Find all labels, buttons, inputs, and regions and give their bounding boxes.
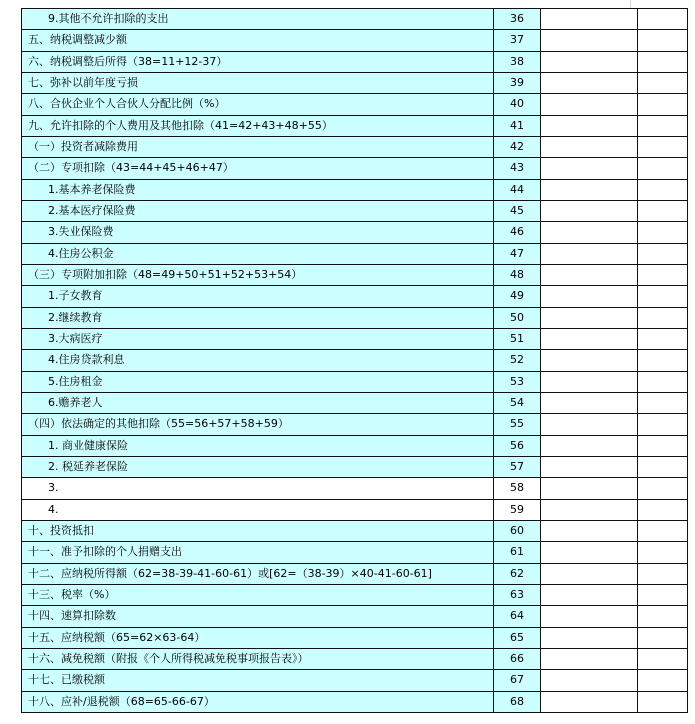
amount-cell[interactable] <box>541 627 638 648</box>
amount-cell[interactable] <box>541 371 638 392</box>
extra-cell[interactable] <box>638 51 688 72</box>
row-label: 3.大病医疗 <box>22 328 494 349</box>
form-row <box>22 307 688 328</box>
row-label: 十六、减免税额（附报《个人所得税减免税事项报告表》） <box>22 648 494 669</box>
form-row <box>22 627 688 648</box>
extra-cell[interactable] <box>638 286 688 307</box>
amount-cell[interactable] <box>541 72 638 93</box>
extra-cell[interactable] <box>638 648 688 669</box>
amount-cell[interactable] <box>541 499 638 520</box>
amount-cell[interactable] <box>541 563 638 584</box>
extra-cell[interactable] <box>638 222 688 243</box>
extra-cell[interactable] <box>638 158 688 179</box>
form-row <box>22 9 688 30</box>
form-row <box>22 328 688 349</box>
row-label: 1. 商业健康保险 <box>22 435 494 456</box>
row-label: 十四、速算扣除数 <box>22 606 494 627</box>
form-row <box>22 158 688 179</box>
amount-cell[interactable] <box>541 136 638 157</box>
amount-cell[interactable] <box>541 307 638 328</box>
form-row <box>22 414 688 435</box>
row-number: 64 <box>494 606 541 627</box>
form-row <box>22 371 688 392</box>
extra-cell[interactable] <box>638 392 688 413</box>
form-row <box>22 286 688 307</box>
form-row <box>22 478 688 499</box>
extra-cell[interactable] <box>638 200 688 221</box>
row-number: 46 <box>494 222 541 243</box>
amount-cell[interactable] <box>541 286 638 307</box>
form-row <box>22 264 688 285</box>
extra-cell[interactable] <box>638 264 688 285</box>
form-row <box>22 136 688 157</box>
row-label: （一）投资者减除费用 <box>22 136 494 157</box>
row-label: 十八、应补/退税额（68=65-66-67） <box>22 691 494 712</box>
amount-cell[interactable] <box>541 584 638 605</box>
row-number: 41 <box>494 115 541 136</box>
form-row <box>22 222 688 243</box>
extra-cell[interactable] <box>638 243 688 264</box>
row-number: 45 <box>494 200 541 221</box>
form-row <box>22 456 688 477</box>
form-row <box>22 179 688 200</box>
row-label: （三）专项附加扣除（48=49+50+51+52+53+54） <box>22 264 494 285</box>
form-row <box>22 648 688 669</box>
row-label: 3.失业保险费 <box>22 222 494 243</box>
amount-cell[interactable] <box>541 158 638 179</box>
row-number: 44 <box>494 179 541 200</box>
row-number: 48 <box>494 264 541 285</box>
row-number: 42 <box>494 136 541 157</box>
row-number: 38 <box>494 51 541 72</box>
extra-cell[interactable] <box>638 72 688 93</box>
row-label: 十三、税率（%） <box>22 584 494 605</box>
form-row <box>22 72 688 93</box>
row-number: 58 <box>494 478 541 499</box>
amount-cell[interactable] <box>541 179 638 200</box>
extra-cell[interactable] <box>638 9 688 30</box>
extra-cell[interactable] <box>638 670 688 691</box>
row-number: 63 <box>494 584 541 605</box>
row-number: 60 <box>494 520 541 541</box>
row-number: 50 <box>494 307 541 328</box>
form-row <box>22 542 688 563</box>
row-number: 65 <box>494 627 541 648</box>
extra-cell[interactable] <box>638 456 688 477</box>
form-row <box>22 94 688 115</box>
row-number: 61 <box>494 542 541 563</box>
extra-cell[interactable] <box>638 542 688 563</box>
form-row <box>22 350 688 371</box>
row-number: 57 <box>494 456 541 477</box>
tax-form-table <box>21 8 688 713</box>
extra-cell[interactable] <box>638 307 688 328</box>
form-row <box>22 115 688 136</box>
row-number: 67 <box>494 670 541 691</box>
row-label: 七、弥补以前年度亏损 <box>22 72 494 93</box>
form-row <box>22 584 688 605</box>
form-row <box>22 691 688 712</box>
amount-cell[interactable] <box>541 243 638 264</box>
row-label: 五、纳税调整减少额 <box>22 30 494 51</box>
form-row <box>22 200 688 221</box>
extra-cell[interactable] <box>638 371 688 392</box>
row-label: 5.住房租金 <box>22 371 494 392</box>
amount-cell[interactable] <box>541 222 638 243</box>
form-row <box>22 435 688 456</box>
row-label: 1.子女教育 <box>22 286 494 307</box>
extra-cell[interactable] <box>638 520 688 541</box>
row-number: 62 <box>494 563 541 584</box>
row-number: 66 <box>494 648 541 669</box>
amount-cell[interactable] <box>541 9 638 30</box>
amount-cell[interactable] <box>541 30 638 51</box>
amount-cell[interactable] <box>541 414 638 435</box>
extra-cell[interactable] <box>638 350 688 371</box>
extra-cell[interactable] <box>638 115 688 136</box>
extra-cell[interactable] <box>638 606 688 627</box>
extra-cell[interactable] <box>638 179 688 200</box>
amount-cell[interactable] <box>541 350 638 371</box>
row-number: 49 <box>494 286 541 307</box>
amount-cell[interactable] <box>541 328 638 349</box>
extra-cell[interactable] <box>638 435 688 456</box>
amount-cell[interactable] <box>541 478 638 499</box>
row-label: 十七、已缴税额 <box>22 670 494 691</box>
row-number: 68 <box>494 691 541 712</box>
row-label: 十、投资抵扣 <box>22 520 494 541</box>
amount-cell[interactable] <box>541 606 638 627</box>
form-row <box>22 51 688 72</box>
row-label: 2.基本医疗保险费 <box>22 200 494 221</box>
row-label: 4. <box>22 499 494 520</box>
amount-cell[interactable] <box>541 648 638 669</box>
row-number: 55 <box>494 414 541 435</box>
row-number: 47 <box>494 243 541 264</box>
row-label: 2. 税延养老保险 <box>22 456 494 477</box>
amount-cell[interactable] <box>541 542 638 563</box>
row-number: 40 <box>494 94 541 115</box>
row-number: 53 <box>494 371 541 392</box>
extra-cell[interactable] <box>638 414 688 435</box>
extra-cell[interactable] <box>638 563 688 584</box>
form-row <box>22 606 688 627</box>
extra-cell[interactable] <box>638 584 688 605</box>
amount-cell[interactable] <box>541 264 638 285</box>
row-number: 39 <box>494 72 541 93</box>
extra-cell[interactable] <box>638 627 688 648</box>
form-row <box>22 499 688 520</box>
row-label: 十一、准予扣除的个人捐赠支出 <box>22 542 494 563</box>
amount-cell[interactable] <box>541 51 638 72</box>
row-label: 十二、应纳税所得额（62=38-39-41-60-61）或[62=（38-39）×40-41-60-61] <box>22 563 494 584</box>
amount-cell[interactable] <box>541 691 638 712</box>
amount-cell[interactable] <box>541 392 638 413</box>
extra-cell[interactable] <box>638 478 688 499</box>
row-label: 6.赡养老人 <box>22 392 494 413</box>
row-number: 59 <box>494 499 541 520</box>
extra-cell[interactable] <box>638 94 688 115</box>
amount-cell[interactable] <box>541 670 638 691</box>
row-label: 3. <box>22 478 494 499</box>
row-number: 56 <box>494 435 541 456</box>
extra-cell[interactable] <box>638 691 688 712</box>
extra-cell[interactable] <box>638 136 688 157</box>
row-label: 九、允许扣除的个人费用及其他扣除（41=42+43+48+55） <box>22 115 494 136</box>
amount-cell[interactable] <box>541 200 638 221</box>
extra-cell[interactable] <box>638 499 688 520</box>
row-label: 2.继续教育 <box>22 307 494 328</box>
extra-cell[interactable] <box>638 328 688 349</box>
gridline <box>630 0 631 8</box>
row-number: 51 <box>494 328 541 349</box>
form-row <box>22 563 688 584</box>
row-number: 43 <box>494 158 541 179</box>
row-label: 十五、应纳税额（65=62×63-64） <box>22 627 494 648</box>
amount-cell[interactable] <box>541 94 638 115</box>
form-row <box>22 520 688 541</box>
amount-cell[interactable] <box>541 435 638 456</box>
amount-cell[interactable] <box>541 456 638 477</box>
row-label: 4.住房公积金 <box>22 243 494 264</box>
extra-cell[interactable] <box>638 30 688 51</box>
row-number: 54 <box>494 392 541 413</box>
form-row <box>22 670 688 691</box>
form-row <box>22 30 688 51</box>
row-label: （二）专项扣除（43=44+45+46+47） <box>22 158 494 179</box>
row-label: 4.住房贷款利息 <box>22 350 494 371</box>
form-row <box>22 243 688 264</box>
amount-cell[interactable] <box>541 520 638 541</box>
row-label: 八、合伙企业个人合伙人分配比例（%） <box>22 94 494 115</box>
row-label: 1.基本养老保险费 <box>22 179 494 200</box>
row-label: 六、纳税调整后所得（38=11+12-37） <box>22 51 494 72</box>
row-number: 52 <box>494 350 541 371</box>
row-number: 37 <box>494 30 541 51</box>
row-label: 9.其他不允许扣除的支出 <box>22 9 494 30</box>
row-label: （四）依法确定的其他扣除（55=56+57+58+59） <box>22 414 494 435</box>
row-number: 36 <box>494 9 541 30</box>
form-row <box>22 392 688 413</box>
amount-cell[interactable] <box>541 115 638 136</box>
